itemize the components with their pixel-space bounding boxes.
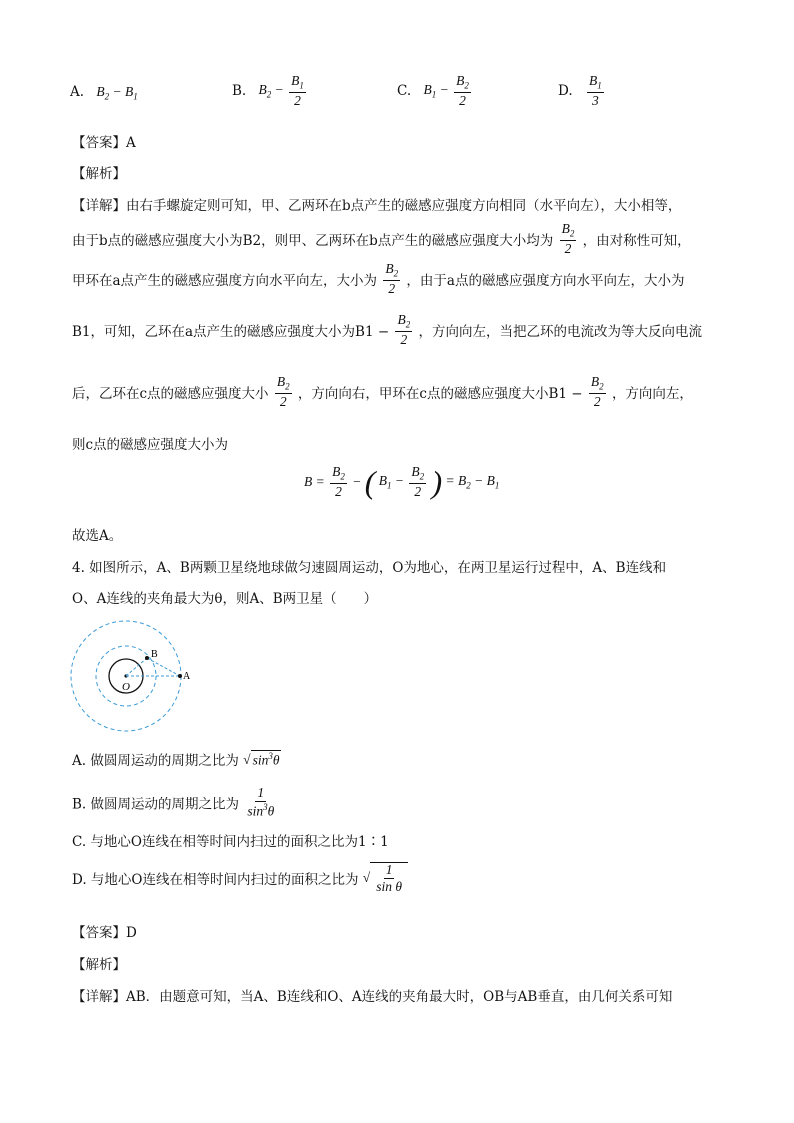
option-d-expression: √ $\frac{1}{\text{sin θ}}$: [363, 862, 408, 894]
q4-option-c: C. 与地心O连线在相等时间内扫过的面积之比为1∶1: [72, 834, 389, 850]
q4-analysis-heading: 【解析】: [72, 957, 126, 973]
label-a: A: [183, 671, 191, 682]
q3-formula: B = $\frac{B_2}{2}$ − ( $B_1$ − $\frac{B_2}{2}$ ) = $B_2 - B_1$: [304, 464, 500, 501]
q3-detail-line6: 则c点的磁感应强度大小为: [72, 437, 229, 453]
line-ab: [147, 658, 180, 676]
option-letter: C.: [397, 83, 412, 100]
detail-text: 由右手螺旋定则可知，甲、乙两环在b点产生的磁感应强度方向相同（水平向左），大小相等，: [126, 198, 682, 214]
q4-option-d: [72, 862, 408, 894]
option-b-expression: $B_2$ − $\frac{B_1}{2}$: [258, 73, 304, 109]
fraction-b2-over-2: $\frac{B_2}{2}$: [385, 261, 399, 297]
option-b-expression: $\frac{1}{\sin^3\theta}$: [247, 785, 275, 819]
q3-option-d: [558, 74, 606, 108]
q3-conclusion: 故选A。: [72, 528, 123, 544]
detail-text: 甲环在a点产生的磁感应强度方向水平向左，大小为: [72, 273, 378, 290]
option-a-expression: √ $\sin^3\theta$: [243, 750, 280, 768]
fraction-b2-over-2: $\frac{B_2}{2}$: [561, 221, 575, 257]
detail-text: ，方向向左，: [611, 386, 693, 403]
answer-value: A: [126, 135, 136, 151]
detail-text: ，由对称性可知，: [582, 233, 691, 250]
q4-detail-line1: 【详解】AB．由题意可知，当A、B连线和O、A连线的夹角最大时，OB与AB垂直，由几何关系可知: [72, 989, 673, 1005]
q3-answer: [72, 131, 136, 151]
q3-detail-line4: [72, 313, 702, 347]
q3-analysis-heading: 【解析】: [72, 166, 126, 182]
q3-detail-line1: [72, 194, 681, 214]
q3-detail-line5: [72, 375, 693, 409]
detail-text: ，方向向右，甲环在c点的磁感应强度大小B1 −: [297, 386, 583, 403]
detail-text: 由于b点的磁感应强度大小为B2，则甲、乙两环在b点产生的磁感应强度大小均为: [72, 233, 554, 250]
orbit-diagram: [68, 618, 191, 734]
q3-option-b: [232, 74, 308, 108]
answer-label: 【答案】: [72, 135, 126, 151]
detail-tag: 【详解】: [72, 198, 126, 214]
q3-option-c: [397, 74, 473, 108]
option-letter: A.: [70, 84, 85, 100]
answer-value: D: [126, 925, 137, 941]
detail-text: ，方向向左，当把乙环的电流改为等大反向电流: [418, 324, 703, 341]
answer-label: 【答案】: [72, 925, 126, 941]
detail-text: 后，乙环在c点的磁感应强度大小: [72, 386, 269, 403]
orbit-figure: [68, 618, 191, 738]
option-letter: D.: [558, 83, 573, 100]
q4-answer: [72, 921, 137, 941]
detail-text: ，由于a点的磁感应强度方向水平向左，大小为: [406, 273, 685, 290]
fraction-b2-over-2: $\frac{B_2}{2}$: [590, 374, 604, 410]
q4-option-b: [72, 786, 278, 819]
label-o: O: [122, 681, 130, 693]
fraction-b2-over-2: $\frac{B_2}{2}$: [397, 312, 411, 348]
option-text: A. 做圆周运动的周期之比为: [72, 753, 239, 769]
option-c-expression: $B_1$ − $\frac{B_2}{2}$: [423, 73, 469, 109]
satellite-b: [145, 656, 149, 660]
q4-option-a: [72, 749, 281, 769]
option-text: D. 与地心O连线在相等时间内扫过的面积之比为: [72, 872, 359, 889]
fraction-b2-over-2: $\frac{B_2}{2}$: [276, 374, 290, 410]
label-b: B: [151, 649, 158, 660]
q3-detail-line3: [72, 262, 684, 296]
q3-option-a: [70, 84, 138, 102]
detail-text: B1，可知，乙环在a点产生的磁感应强度大小为B1 −: [72, 324, 390, 341]
option-text: B. 做圆周运动的周期之比为: [72, 796, 240, 813]
line-ob: [126, 658, 147, 676]
option-d-expression: $\frac{B_1}{3}$: [588, 73, 602, 109]
q4-stem-line2: O、A连线的夹角最大为θ，则A、B两卫星（ ）: [72, 591, 378, 607]
option-a-expression: $B_2 - B_1$: [96, 84, 138, 102]
option-letter: B.: [232, 83, 247, 100]
q3-detail-line2: [72, 222, 691, 256]
q4-stem-line1: 4. 如图所示，A、B两颗卫星绕地球做匀速圆周运动，O为地心，在两卫星运行过程中，A、B连线和: [72, 560, 667, 576]
satellite-a: [178, 674, 182, 678]
